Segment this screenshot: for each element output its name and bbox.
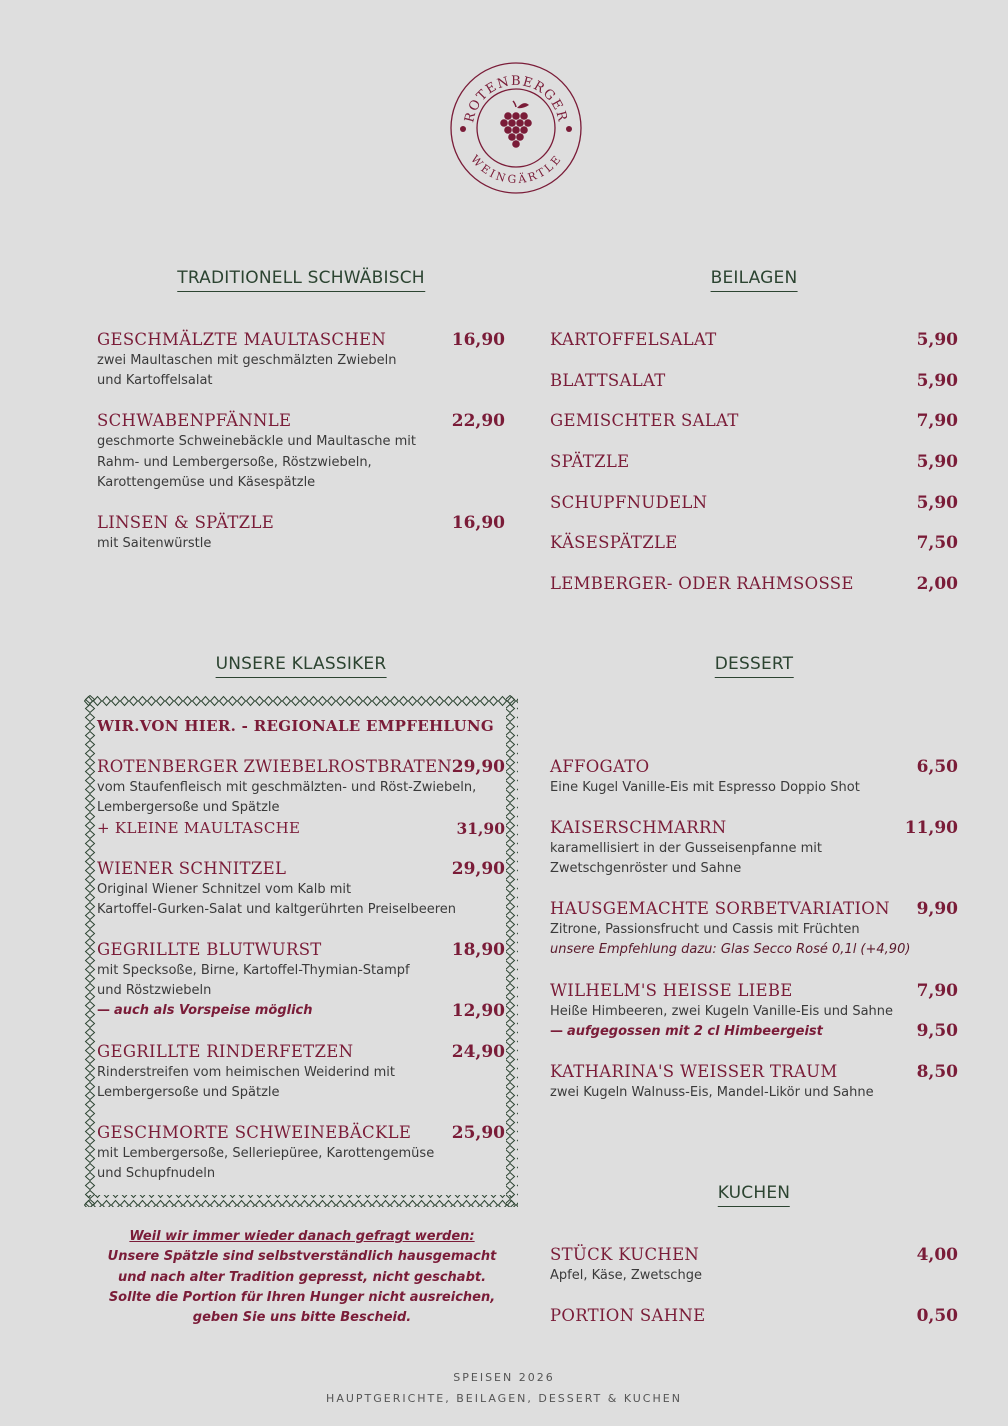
item-description: geschmorte Schweinebäckle und Maultasche mit xyxy=(97,434,416,449)
item-price: 7,90 xyxy=(916,411,958,431)
item-price: 7,90 xyxy=(916,981,958,1001)
item-name: SCHUPFNUDELN xyxy=(550,493,708,512)
section-heading-klassiker: UNSERE KLASSIKER xyxy=(216,654,387,678)
item-price: 0,50 xyxy=(916,1306,958,1326)
footnote-line: geben Sie uns bitte Bescheid. xyxy=(192,1310,412,1326)
item-price: 11,90 xyxy=(904,818,958,838)
item-description: und Schupfnudeln xyxy=(97,1166,216,1181)
footnote-line: und nach alter Tradition gepresst, nicht geschabt. xyxy=(117,1269,487,1285)
footer-subtitle: HAUPTGERICHTE, BEILAGEN, DESSERT & KUCHEN xyxy=(326,1392,682,1405)
item-name: WILHELM'S HEISSE LIEBE xyxy=(550,981,793,1000)
item-name: LEMBERGER- ODER RAHMSOSSE xyxy=(550,574,854,593)
item-price: 5,90 xyxy=(916,452,958,472)
item-price: 18,90 xyxy=(451,940,505,960)
footnote-line: Sollte die Portion für Ihren Hunger nicht ausreichen, xyxy=(108,1289,496,1305)
item-description: vom Staufenfleisch mit geschmälzten- und Röst-Zwiebeln, xyxy=(97,780,477,795)
item-price: 6,50 xyxy=(916,757,958,777)
item-name: WIENER SCHNITZEL xyxy=(97,859,287,878)
section-heading-beilagen: BEILAGEN xyxy=(711,268,798,292)
item-description: zwei Maultaschen mit geschmälzten Zwiebeln xyxy=(97,353,397,368)
item-name: KATHARINA'S WEISSER TRAUM xyxy=(550,1062,838,1081)
note-dash: — xyxy=(550,1024,563,1039)
item-price: 9,90 xyxy=(916,899,958,919)
footnote-line: Unsere Spätzle sind selbstverständlich hausgemacht xyxy=(107,1249,497,1265)
footnote-line: Weil wir immer wieder danach gefragt werden: xyxy=(129,1229,475,1244)
item-description: Zitrone, Passionsfrucht und Cassis mit Früchten xyxy=(550,922,860,937)
item-description: und Kartoffelsalat xyxy=(97,373,213,388)
item-price: 16,90 xyxy=(451,330,505,350)
item-price: 4,00 xyxy=(916,1245,958,1265)
item-price: 5,90 xyxy=(916,493,958,513)
item-extra-name: + KLEINE MAULTASCHE xyxy=(97,819,301,837)
item-description: Apfel, Käse, Zwetschge xyxy=(550,1268,702,1283)
logo-bottom-text: WEINGÄRTLE xyxy=(468,152,565,187)
item-description: Rinderstreifen vom heimischen Weiderind mit xyxy=(97,1065,395,1080)
item-note xyxy=(550,1024,823,1039)
item-price: 2,00 xyxy=(916,574,958,594)
item-description: Lembergersoße und Spätzle xyxy=(97,800,280,815)
item-description: Rahm- und Lembergersoße, Röstzwiebeln, xyxy=(97,455,372,470)
item-price: 7,50 xyxy=(916,533,958,553)
item-name: KAISERSCHMARRN xyxy=(550,818,727,837)
item-description: Zwetschgenröster und Sahne xyxy=(550,861,742,876)
item-price: 5,90 xyxy=(916,330,958,350)
spaetzle-footnote xyxy=(90,1227,514,1328)
item-name: GEMISCHTER SALAT xyxy=(550,411,739,430)
regional-banner: WIR.VON HIER. - REGIONALE EMPFEHLUNG xyxy=(97,717,494,735)
item-name: PORTION SAHNE xyxy=(550,1306,706,1325)
item-name: GESCHMÄLZTE MAULTASCHEN xyxy=(97,330,387,349)
item-note-price: 12,90 xyxy=(451,1001,505,1021)
item-description: Original Wiener Schnitzel vom Kalb mit xyxy=(97,882,352,897)
item-description: Eine Kugel Vanille-Eis mit Espresso Doppio Shot xyxy=(550,780,860,795)
grape-icon xyxy=(500,101,532,148)
item-name: KÄSESPÄTZLE xyxy=(550,533,678,552)
item-extra-price: 31,90 xyxy=(456,819,505,838)
item-price: 29,90 xyxy=(451,859,505,879)
item-price: 16,90 xyxy=(451,513,505,533)
item-price: 8,50 xyxy=(916,1062,958,1082)
item-price: 22,90 xyxy=(451,411,505,431)
section-heading-traditionell: TRADITIONELL SCHWÄBISCH xyxy=(177,268,425,292)
item-recommendation: unsere Empfehlung dazu: Glas Secco Rosé 0,1l (+4,90) xyxy=(550,942,911,957)
note-text: aufgegossen mit 2 cl Himbeergeist xyxy=(567,1024,823,1039)
note-dash: — xyxy=(97,1003,110,1018)
item-name: ROTENBERGER ZWIEBELROSTBRATEN xyxy=(97,757,453,776)
item-name: SCHWABENPFÄNNLE xyxy=(97,411,292,430)
footer-title: SPEISEN 2026 xyxy=(453,1371,555,1384)
item-name: AFFOGATO xyxy=(550,757,650,776)
item-description: Heiße Himbeeren, zwei Kugeln Vanille-Eis und Sahne xyxy=(550,1004,894,1019)
item-note-price: 9,50 xyxy=(916,1021,958,1041)
item-name: GEGRILLTE BLUTWURST xyxy=(97,940,322,959)
item-name: KARTOFFELSALAT xyxy=(550,330,717,349)
item-description: mit Saitenwürstle xyxy=(97,536,212,551)
item-description: mit Specksoße, Birne, Kartoffel-Thymian-Stampf xyxy=(97,963,410,978)
item-price: 5,90 xyxy=(916,371,958,391)
item-note xyxy=(97,1003,313,1018)
item-name: BLATTSALAT xyxy=(550,371,666,390)
item-price: 29,90 xyxy=(451,757,505,777)
note-text: auch als Vorspeise möglich xyxy=(114,1003,313,1018)
section-heading-kuchen: KUCHEN xyxy=(718,1183,790,1207)
item-description: Lembergersoße und Spätzle xyxy=(97,1085,280,1100)
item-name: GESCHMORTE SCHWEINEBÄCKLE xyxy=(97,1123,412,1142)
item-description: und Röstzwiebeln xyxy=(97,983,212,998)
logo xyxy=(449,61,583,195)
item-name: LINSEN & SPÄTZLE xyxy=(97,513,275,532)
item-description: zwei Kugeln Walnuss-Eis, Mandel-Likör und Sahne xyxy=(550,1085,874,1100)
item-name: SPÄTZLE xyxy=(550,452,630,471)
item-name: HAUSGEMACHTE SORBETVARIATION xyxy=(550,899,890,918)
section-heading-dessert: DESSERT xyxy=(715,654,794,678)
item-description: mit Lembergersoße, Selleriepüree, Karottengemüse xyxy=(97,1146,435,1161)
item-name: GEGRILLTE RINDERFETZEN xyxy=(97,1042,354,1061)
item-description: karamellisiert in der Gusseisenpfanne mit xyxy=(550,841,822,856)
item-description: Kartoffel-Gurken-Salat und kaltgerührten Preiselbeeren xyxy=(97,902,456,917)
item-name: STÜCK KUCHEN xyxy=(550,1245,700,1264)
item-price: 25,90 xyxy=(451,1123,505,1143)
logo-top-text: ROTENBERGER xyxy=(462,73,570,125)
item-price: 24,90 xyxy=(451,1042,505,1062)
item-description: Karottengemüse und Käsespätzle xyxy=(97,475,316,490)
